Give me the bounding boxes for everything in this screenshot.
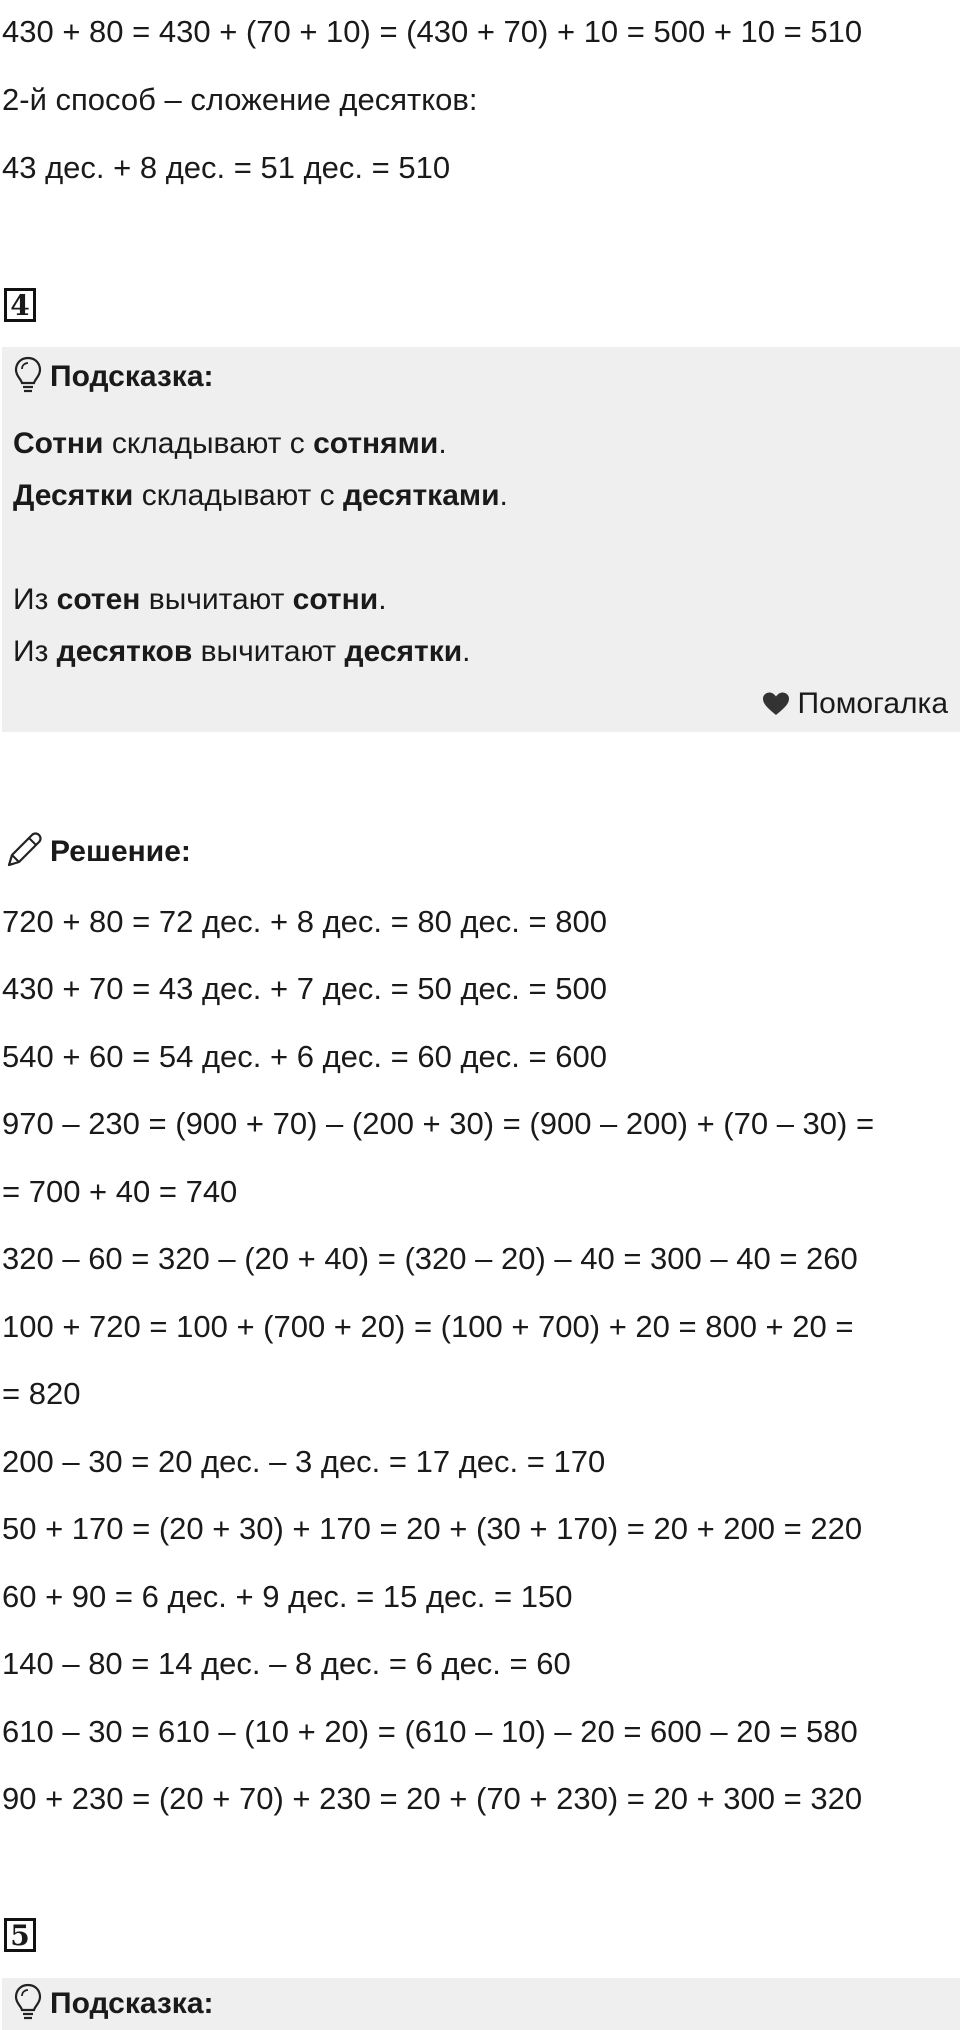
solution-line: 60 + 90 = 6 дес. + 9 дес. = 15 дес. = 150 (2, 1579, 573, 1614)
heart-icon (762, 691, 790, 717)
hint-bold: сотен (56, 583, 141, 616)
hint-bold: сотни (292, 583, 379, 616)
hint-text: вычитают (192, 635, 345, 668)
hint-header (14, 357, 214, 397)
solution-line: = 700 + 40 = 740 (2, 1174, 238, 1209)
hint-bold: сотнями (313, 427, 439, 460)
pencil-icon (4, 830, 44, 875)
solution-line: 90 + 230 = (20 + 70) + 230 = 20 + (70 + 230) = 20 + 300 = 320 (2, 1781, 863, 1816)
solution-line: 100 + 720 = 100 + (700 + 20) = (100 + 700) + 20 = 800 + 20 = (2, 1309, 854, 1344)
hint-text: Из (13, 583, 57, 616)
hint-bold: десятков (56, 635, 193, 668)
signature (762, 684, 949, 724)
hint-title: Подсказка: (50, 1987, 214, 2020)
hint-bold: десятками (342, 479, 500, 512)
solution-line: 430 + 70 = 43 дес. + 7 дес. = 50 дес. = 500 (2, 971, 607, 1006)
hint-bold: Десятки (13, 479, 134, 512)
hint-header (14, 1984, 214, 2024)
hint-text: вычитают (140, 583, 293, 616)
hint-text: Из (13, 635, 57, 668)
method-label: 2-й способ – сложение десятков: (2, 82, 478, 117)
lightbulb-icon (14, 1983, 42, 2026)
lightbulb-icon (14, 356, 42, 399)
solution-line: 720 + 80 = 72 дес. + 8 дес. = 80 дес. = 800 (2, 904, 607, 939)
equation-line: 43 дес. + 8 дес. = 51 дес. = 510 (2, 150, 451, 185)
hint-line (13, 476, 508, 516)
solution-line: 610 – 30 = 610 – (10 + 20) = (610 – 10) – 20 = 600 – 20 = 580 (2, 1714, 858, 1749)
hint-line (13, 632, 471, 672)
hint-text: . (462, 635, 471, 668)
solution-title: Решение: (50, 835, 191, 868)
solution-line: 200 – 30 = 20 дес. – 3 дес. = 17 дес. = 170 (2, 1444, 606, 1479)
hint-text: . (438, 427, 447, 460)
solution-line: 540 + 60 = 54 дес. + 6 дес. = 60 дес. = 600 (2, 1039, 607, 1074)
hint-box (2, 347, 960, 732)
hint-text: складывают с (133, 479, 343, 512)
task-number-4: 4 (4, 288, 36, 322)
solution-line: = 820 (2, 1376, 81, 1411)
signature-text: Помогалка (797, 687, 948, 720)
solution-line: 140 – 80 = 14 дес. – 8 дес. = 6 дес. = 60 (2, 1646, 571, 1681)
task-number-5: 5 (4, 1918, 36, 1952)
hint-text: складывают с (103, 427, 314, 460)
equation-line: 430 + 80 = 430 + (70 + 10) = (430 + 70) + 10 = 500 + 10 = 510 (2, 14, 863, 49)
solution-line: 970 – 230 = (900 + 70) – (200 + 30) = (900 – 200) + (70 – 30) = (2, 1106, 875, 1141)
hint-bold: Сотни (13, 427, 104, 460)
solution-line: 320 – 60 = 320 – (20 + 40) = (320 – 20) – 40 = 300 – 40 = 260 (2, 1241, 858, 1276)
hint-text: . (499, 479, 508, 512)
hint-line (13, 424, 447, 464)
hint-bold: десятки (344, 635, 463, 668)
hint-title: Подсказка: (50, 360, 214, 393)
solution-header (4, 832, 191, 872)
hint-text: . (378, 583, 387, 616)
hint-line (13, 580, 387, 620)
solution-line: 50 + 170 = (20 + 30) + 170 = 20 + (30 + 170) = 20 + 200 = 220 (2, 1511, 863, 1546)
hint-box (2, 1978, 960, 2030)
